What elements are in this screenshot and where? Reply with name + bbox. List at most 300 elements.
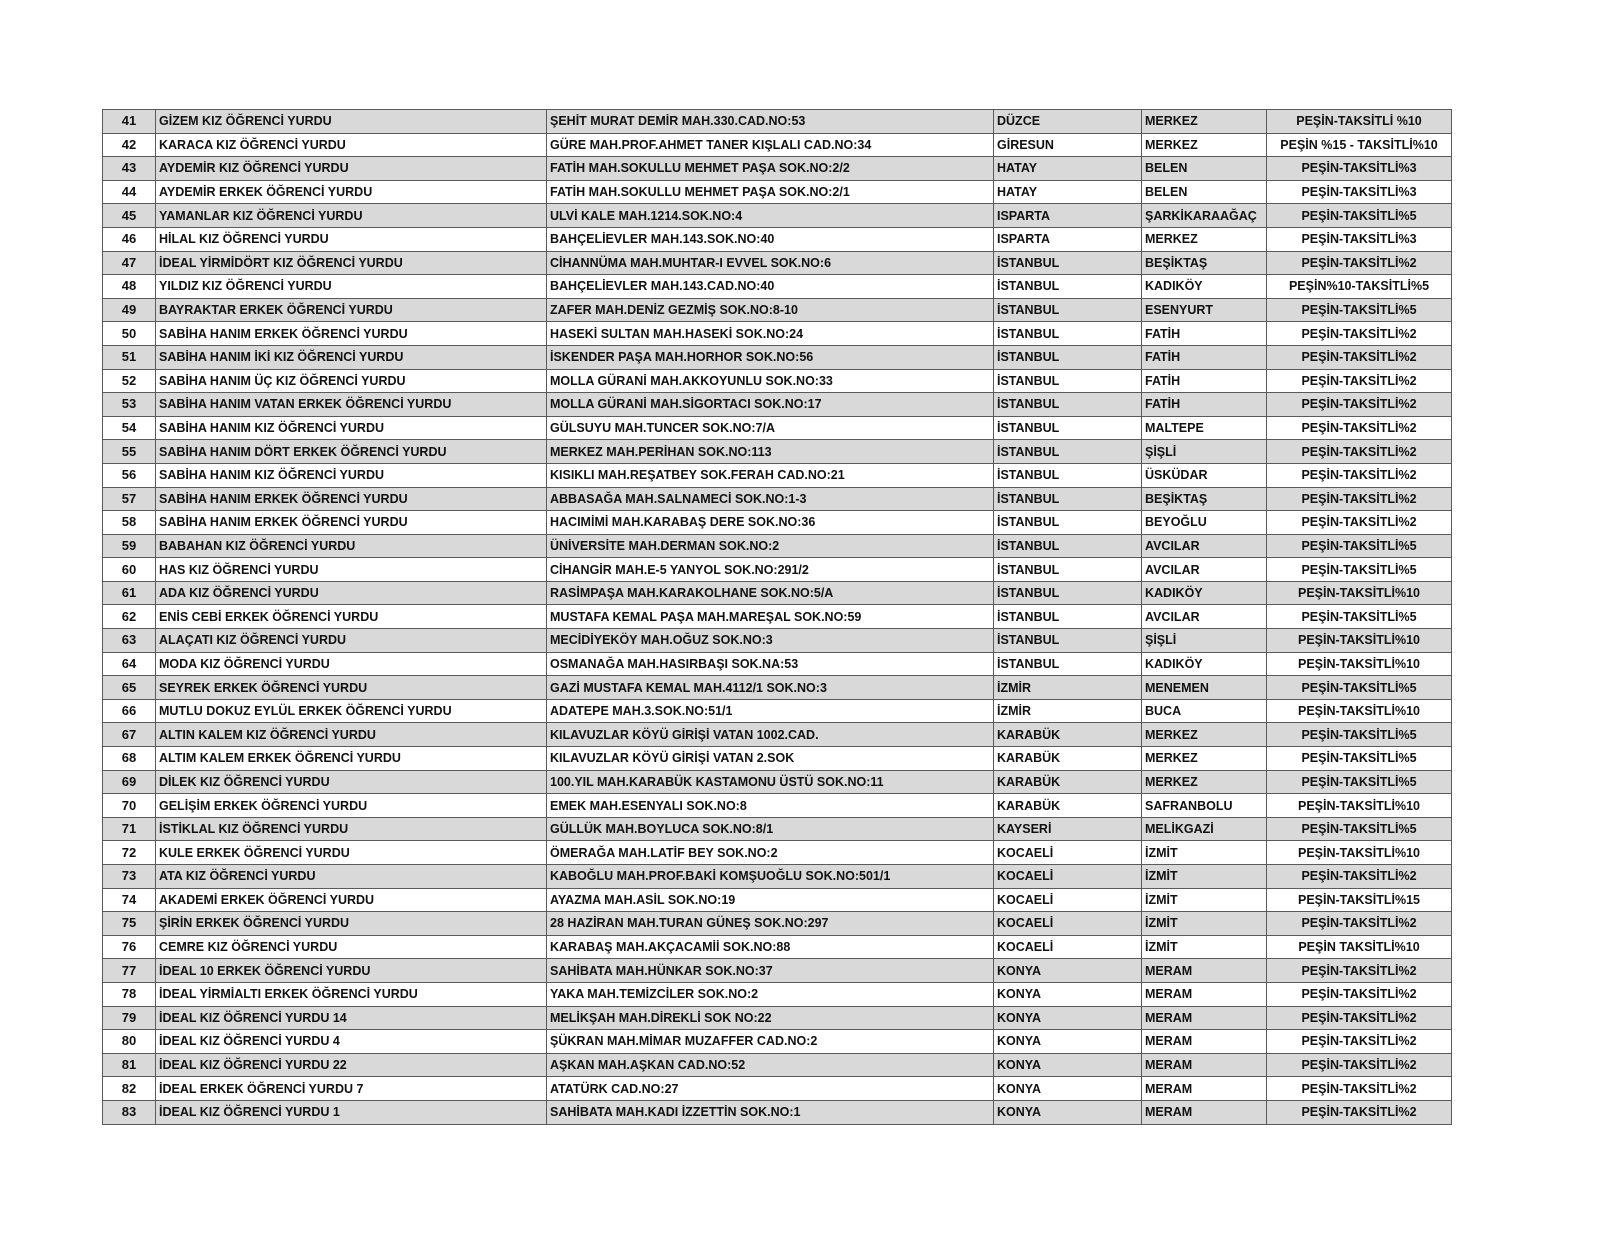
- address-cell: MOLLA GÜRANİ MAH.SİGORTACI SOK.NO:17: [547, 393, 994, 417]
- address-cell: EMEK MAH.ESENYALI SOK.NO:8: [547, 794, 994, 818]
- address-cell: GÜRE MAH.PROF.AHMET TANER KIŞLALI CAD.NO:34: [547, 133, 994, 157]
- address-cell: KISIKLI MAH.REŞATBEY SOK.FERAH CAD.NO:21: [547, 463, 994, 487]
- table-row: [103, 747, 1452, 771]
- city-cell: İZMİR: [994, 699, 1142, 723]
- dormitory-name-cell: YILDIZ KIZ ÖĞRENCİ YURDU: [156, 275, 547, 299]
- city-cell: İSTANBUL: [994, 558, 1142, 582]
- district-cell: KADIKÖY: [1142, 581, 1267, 605]
- dormitory-name-cell: SABİHA HANIM ÜÇ KIZ ÖĞRENCİ YURDU: [156, 369, 547, 393]
- address-cell: ATATÜRK CAD.NO:27: [547, 1077, 994, 1101]
- row-number-cell: 68: [103, 747, 156, 771]
- row-number-cell: 43: [103, 157, 156, 181]
- table-row: [103, 912, 1452, 936]
- address-cell: BAHÇELİEVLER MAH.143.CAD.NO:40: [547, 275, 994, 299]
- table-row: [103, 133, 1452, 157]
- row-number-cell: 60: [103, 558, 156, 582]
- city-cell: ISPARTA: [994, 227, 1142, 251]
- payment-terms-cell: PEŞİN-TAKSİTLİ%5: [1267, 558, 1452, 582]
- city-cell: İSTANBUL: [994, 511, 1142, 535]
- district-cell: KADIKÖY: [1142, 275, 1267, 299]
- table-row: [103, 1006, 1452, 1030]
- dormitory-name-cell: HAS KIZ ÖĞRENCİ YURDU: [156, 558, 547, 582]
- table-row: [103, 204, 1452, 228]
- row-number-cell: 51: [103, 345, 156, 369]
- city-cell: İSTANBUL: [994, 652, 1142, 676]
- payment-terms-cell: PEŞİN%10-TAKSİTLİ%5: [1267, 275, 1452, 299]
- city-cell: İSTANBUL: [994, 251, 1142, 275]
- row-number-cell: 45: [103, 204, 156, 228]
- address-cell: RASİMPAŞA MAH.KARAKOLHANE SOK.NO:5/A: [547, 581, 994, 605]
- row-number-cell: 69: [103, 770, 156, 794]
- address-cell: ŞÜKRAN MAH.MİMAR MUZAFFER CAD.NO:2: [547, 1030, 994, 1054]
- address-cell: ZAFER MAH.DENİZ GEZMİŞ SOK.NO:8-10: [547, 298, 994, 322]
- city-cell: ISPARTA: [994, 204, 1142, 228]
- district-cell: MERAM: [1142, 1030, 1267, 1054]
- dormitory-name-cell: SABİHA HANIM ERKEK ÖĞRENCİ YURDU: [156, 487, 547, 511]
- dormitory-name-cell: İDEAL KIZ ÖĞRENCİ YURDU 22: [156, 1053, 547, 1077]
- address-cell: HASEKİ SULTAN MAH.HASEKİ SOK.NO:24: [547, 322, 994, 346]
- table-row: [103, 723, 1452, 747]
- address-cell: CİHANGİR MAH.E-5 YANYOL SOK.NO:291/2: [547, 558, 994, 582]
- dormitory-name-cell: SABİHA HANIM ERKEK ÖĞRENCİ YURDU: [156, 511, 547, 535]
- district-cell: MALTEPE: [1142, 416, 1267, 440]
- dormitory-name-cell: SABİHA HANIM VATAN ERKEK ÖĞRENCİ YURDU: [156, 393, 547, 417]
- table-row: [103, 157, 1452, 181]
- dormitory-table: [102, 109, 1452, 1125]
- table-row: [103, 345, 1452, 369]
- row-number-cell: 65: [103, 676, 156, 700]
- city-cell: KONYA: [994, 959, 1142, 983]
- district-cell: MERKEZ: [1142, 723, 1267, 747]
- table-row: [103, 1030, 1452, 1054]
- table-row: [103, 558, 1452, 582]
- city-cell: KOCAELİ: [994, 888, 1142, 912]
- payment-terms-cell: PEŞİN-TAKSİTLİ%5: [1267, 817, 1452, 841]
- payment-terms-cell: PEŞİN-TAKSİTLİ%2: [1267, 440, 1452, 464]
- address-cell: SAHİBATA MAH.HÜNKAR SOK.NO:37: [547, 959, 994, 983]
- district-cell: SAFRANBOLU: [1142, 794, 1267, 818]
- row-number-cell: 54: [103, 416, 156, 440]
- table-row: [103, 511, 1452, 535]
- address-cell: KARABAŞ MAH.AKÇACAMİİ SOK.NO:88: [547, 935, 994, 959]
- payment-terms-cell: PEŞİN-TAKSİTLİ%15: [1267, 888, 1452, 912]
- payment-terms-cell: PEŞİN-TAKSİTLİ %10: [1267, 110, 1452, 134]
- payment-terms-cell: PEŞİN-TAKSİTLİ%5: [1267, 298, 1452, 322]
- payment-terms-cell: PEŞİN-TAKSİTLİ%2: [1267, 251, 1452, 275]
- row-number-cell: 50: [103, 322, 156, 346]
- row-number-cell: 59: [103, 534, 156, 558]
- payment-terms-cell: PEŞİN-TAKSİTLİ%5: [1267, 605, 1452, 629]
- dormitory-name-cell: KARACA KIZ ÖĞRENCİ YURDU: [156, 133, 547, 157]
- table-row: [103, 298, 1452, 322]
- payment-terms-cell: PEŞİN-TAKSİTLİ%5: [1267, 676, 1452, 700]
- dormitory-name-cell: GİZEM KIZ ÖĞRENCİ YURDU: [156, 110, 547, 134]
- payment-terms-cell: PEŞİN-TAKSİTLİ%3: [1267, 180, 1452, 204]
- district-cell: ESENYURT: [1142, 298, 1267, 322]
- city-cell: İSTANBUL: [994, 322, 1142, 346]
- dormitory-name-cell: İDEAL KIZ ÖĞRENCİ YURDU 1: [156, 1100, 547, 1124]
- table-row: [103, 180, 1452, 204]
- table-row: [103, 935, 1452, 959]
- address-cell: AYAZMA MAH.ASİL SOK.NO:19: [547, 888, 994, 912]
- city-cell: KOCAELİ: [994, 841, 1142, 865]
- table-row: [103, 369, 1452, 393]
- address-cell: KILAVUZLAR KÖYÜ GİRİŞİ VATAN 2.SOK: [547, 747, 994, 771]
- district-cell: KADIKÖY: [1142, 652, 1267, 676]
- city-cell: HATAY: [994, 180, 1142, 204]
- payment-terms-cell: PEŞİN %15 - TAKSİTLİ%10: [1267, 133, 1452, 157]
- district-cell: ÜSKÜDAR: [1142, 463, 1267, 487]
- dormitory-name-cell: SABİHA HANIM ERKEK ÖĞRENCİ YURDU: [156, 322, 547, 346]
- district-cell: BELEN: [1142, 180, 1267, 204]
- district-cell: BELEN: [1142, 157, 1267, 181]
- district-cell: MERKEZ: [1142, 133, 1267, 157]
- dormitory-name-cell: ENİS CEBİ ERKEK ÖĞRENCİ YURDU: [156, 605, 547, 629]
- dormitory-name-cell: İDEAL KIZ ÖĞRENCİ YURDU 14: [156, 1006, 547, 1030]
- dormitory-name-cell: AYDEMİR KIZ ÖĞRENCİ YURDU: [156, 157, 547, 181]
- city-cell: İSTANBUL: [994, 416, 1142, 440]
- city-cell: İSTANBUL: [994, 629, 1142, 653]
- payment-terms-cell: PEŞİN TAKSİTLİ%10: [1267, 935, 1452, 959]
- district-cell: İZMİT: [1142, 865, 1267, 889]
- table-row: [103, 227, 1452, 251]
- address-cell: BAHÇELİEVLER MAH.143.SOK.NO:40: [547, 227, 994, 251]
- address-cell: MOLLA GÜRANİ MAH.AKKOYUNLU SOK.NO:33: [547, 369, 994, 393]
- district-cell: BEYOĞLU: [1142, 511, 1267, 535]
- city-cell: KONYA: [994, 1077, 1142, 1101]
- row-number-cell: 72: [103, 841, 156, 865]
- dormitory-name-cell: DİLEK KIZ ÖĞRENCİ YURDU: [156, 770, 547, 794]
- city-cell: KOCAELİ: [994, 935, 1142, 959]
- city-cell: GİRESUN: [994, 133, 1142, 157]
- payment-terms-cell: PEŞİN-TAKSİTLİ%2: [1267, 959, 1452, 983]
- dormitory-name-cell: MODA KIZ ÖĞRENCİ YURDU: [156, 652, 547, 676]
- address-cell: KILAVUZLAR KÖYÜ GİRİŞİ VATAN 1002.CAD.: [547, 723, 994, 747]
- dormitory-name-cell: AKADEMİ ERKEK ÖĞRENCİ YURDU: [156, 888, 547, 912]
- payment-terms-cell: PEŞİN-TAKSİTLİ%2: [1267, 345, 1452, 369]
- row-number-cell: 77: [103, 959, 156, 983]
- city-cell: İSTANBUL: [994, 581, 1142, 605]
- table-row: [103, 1077, 1452, 1101]
- row-number-cell: 44: [103, 180, 156, 204]
- table-row: [103, 605, 1452, 629]
- address-cell: MELİKŞAH MAH.DİREKLİ SOK NO:22: [547, 1006, 994, 1030]
- payment-terms-cell: PEŞİN-TAKSİTLİ%2: [1267, 982, 1452, 1006]
- dormitory-name-cell: HİLAL KIZ ÖĞRENCİ YURDU: [156, 227, 547, 251]
- row-number-cell: 76: [103, 935, 156, 959]
- table-row: [103, 888, 1452, 912]
- address-cell: CİHANNÜMA MAH.MUHTAR-I EVVEL SOK.NO:6: [547, 251, 994, 275]
- row-number-cell: 46: [103, 227, 156, 251]
- district-cell: MERAM: [1142, 1077, 1267, 1101]
- district-cell: MERAM: [1142, 982, 1267, 1006]
- dormitory-name-cell: ŞİRİN ERKEK ÖĞRENCİ YURDU: [156, 912, 547, 936]
- address-cell: OSMANAĞA MAH.HASIRBAŞI SOK.NA:53: [547, 652, 994, 676]
- table-row: [103, 652, 1452, 676]
- row-number-cell: 63: [103, 629, 156, 653]
- city-cell: KARABÜK: [994, 723, 1142, 747]
- row-number-cell: 64: [103, 652, 156, 676]
- payment-terms-cell: PEŞİN-TAKSİTLİ%2: [1267, 369, 1452, 393]
- payment-terms-cell: PEŞİN-TAKSİTLİ%2: [1267, 1030, 1452, 1054]
- payment-terms-cell: PEŞİN-TAKSİTLİ%10: [1267, 699, 1452, 723]
- dormitory-name-cell: İDEAL ERKEK ÖĞRENCİ YURDU 7: [156, 1077, 547, 1101]
- row-number-cell: 49: [103, 298, 156, 322]
- payment-terms-cell: PEŞİN-TAKSİTLİ%2: [1267, 1100, 1452, 1124]
- city-cell: DÜZCE: [994, 110, 1142, 134]
- payment-terms-cell: PEŞİN-TAKSİTLİ%2: [1267, 865, 1452, 889]
- table-row: [103, 275, 1452, 299]
- district-cell: MERAM: [1142, 1100, 1267, 1124]
- address-cell: ADATEPE MAH.3.SOK.NO:51/1: [547, 699, 994, 723]
- payment-terms-cell: PEŞİN-TAKSİTLİ%5: [1267, 204, 1452, 228]
- table-row: [103, 794, 1452, 818]
- city-cell: İSTANBUL: [994, 275, 1142, 299]
- city-cell: KONYA: [994, 1100, 1142, 1124]
- row-number-cell: 62: [103, 605, 156, 629]
- dormitory-name-cell: YAMANLAR KIZ ÖĞRENCİ YURDU: [156, 204, 547, 228]
- address-cell: ABBASAĞA MAH.SALNAMECİ SOK.NO:1-3: [547, 487, 994, 511]
- row-number-cell: 42: [103, 133, 156, 157]
- district-cell: AVCILAR: [1142, 558, 1267, 582]
- dormitory-name-cell: İSTİKLAL KIZ ÖĞRENCİ YURDU: [156, 817, 547, 841]
- table-row: [103, 534, 1452, 558]
- district-cell: ŞARKİKARAAĞAÇ: [1142, 204, 1267, 228]
- table-row: [103, 322, 1452, 346]
- city-cell: KOCAELİ: [994, 912, 1142, 936]
- city-cell: İSTANBUL: [994, 534, 1142, 558]
- city-cell: KAYSERİ: [994, 817, 1142, 841]
- row-number-cell: 80: [103, 1030, 156, 1054]
- row-number-cell: 78: [103, 982, 156, 1006]
- address-cell: AŞKAN MAH.AŞKAN CAD.NO:52: [547, 1053, 994, 1077]
- row-number-cell: 79: [103, 1006, 156, 1030]
- city-cell: HATAY: [994, 157, 1142, 181]
- address-cell: MERKEZ MAH.PERİHAN SOK.NO:113: [547, 440, 994, 464]
- city-cell: İSTANBUL: [994, 369, 1142, 393]
- city-cell: KARABÜK: [994, 747, 1142, 771]
- city-cell: İZMİR: [994, 676, 1142, 700]
- district-cell: MERKEZ: [1142, 110, 1267, 134]
- payment-terms-cell: PEŞİN-TAKSİTLİ%3: [1267, 157, 1452, 181]
- address-cell: FATİH MAH.SOKULLU MEHMET PAŞA SOK.NO:2/2: [547, 157, 994, 181]
- district-cell: FATİH: [1142, 345, 1267, 369]
- city-cell: KONYA: [994, 982, 1142, 1006]
- payment-terms-cell: PEŞİN-TAKSİTLİ%5: [1267, 534, 1452, 558]
- city-cell: İSTANBUL: [994, 487, 1142, 511]
- city-cell: İSTANBUL: [994, 298, 1142, 322]
- table-row: [103, 982, 1452, 1006]
- table-body: [103, 110, 1452, 1125]
- district-cell: ŞİŞLİ: [1142, 440, 1267, 464]
- row-number-cell: 53: [103, 393, 156, 417]
- address-cell: YAKA MAH.TEMİZCİLER SOK.NO:2: [547, 982, 994, 1006]
- dormitory-name-cell: İDEAL 10 ERKEK ÖĞRENCİ YURDU: [156, 959, 547, 983]
- dormitory-name-cell: KULE ERKEK ÖĞRENCİ YURDU: [156, 841, 547, 865]
- district-cell: İZMİT: [1142, 841, 1267, 865]
- table-row: [103, 251, 1452, 275]
- dormitory-name-cell: ATA KIZ ÖĞRENCİ YURDU: [156, 865, 547, 889]
- dormitory-name-cell: İDEAL KIZ ÖĞRENCİ YURDU 4: [156, 1030, 547, 1054]
- district-cell: MERKEZ: [1142, 747, 1267, 771]
- row-number-cell: 55: [103, 440, 156, 464]
- payment-terms-cell: PEŞİN-TAKSİTLİ%2: [1267, 1077, 1452, 1101]
- dormitory-name-cell: CEMRE KIZ ÖĞRENCİ YURDU: [156, 935, 547, 959]
- payment-terms-cell: PEŞİN-TAKSİTLİ%2: [1267, 322, 1452, 346]
- row-number-cell: 67: [103, 723, 156, 747]
- table-row: [103, 393, 1452, 417]
- district-cell: İZMİT: [1142, 888, 1267, 912]
- city-cell: KARABÜK: [994, 770, 1142, 794]
- dormitory-name-cell: BABAHAN KIZ ÖĞRENCİ YURDU: [156, 534, 547, 558]
- address-cell: GÜLSUYU MAH.TUNCER SOK.NO:7/A: [547, 416, 994, 440]
- table-row: [103, 865, 1452, 889]
- district-cell: MERAM: [1142, 1006, 1267, 1030]
- dormitory-name-cell: BAYRAKTAR ERKEK ÖĞRENCİ YURDU: [156, 298, 547, 322]
- dormitory-name-cell: SEYREK ERKEK ÖĞRENCİ YURDU: [156, 676, 547, 700]
- table-row: [103, 110, 1452, 134]
- table-row: [103, 440, 1452, 464]
- payment-terms-cell: PEŞİN-TAKSİTLİ%10: [1267, 794, 1452, 818]
- dormitory-name-cell: ALTIN KALEM KIZ ÖĞRENCİ YURDU: [156, 723, 547, 747]
- address-cell: MECİDİYEKÖY MAH.OĞUZ SOK.NO:3: [547, 629, 994, 653]
- city-cell: KONYA: [994, 1053, 1142, 1077]
- table-row: [103, 841, 1452, 865]
- dormitory-name-cell: İDEAL YİRMİDÖRT KIZ ÖĞRENCİ YURDU: [156, 251, 547, 275]
- dormitory-name-cell: ALTIM KALEM ERKEK ÖĞRENCİ YURDU: [156, 747, 547, 771]
- address-cell: İSKENDER PAŞA MAH.HORHOR SOK.NO:56: [547, 345, 994, 369]
- district-cell: MERKEZ: [1142, 770, 1267, 794]
- city-cell: İSTANBUL: [994, 440, 1142, 464]
- city-cell: KARABÜK: [994, 794, 1142, 818]
- row-number-cell: 56: [103, 463, 156, 487]
- row-number-cell: 73: [103, 865, 156, 889]
- address-cell: ŞEHİT MURAT DEMİR MAH.330.CAD.NO:53: [547, 110, 994, 134]
- district-cell: MENEMEN: [1142, 676, 1267, 700]
- district-cell: FATİH: [1142, 369, 1267, 393]
- table-row: [103, 959, 1452, 983]
- dormitory-name-cell: İDEAL YİRMİALTI ERKEK ÖĞRENCİ YURDU: [156, 982, 547, 1006]
- city-cell: KONYA: [994, 1030, 1142, 1054]
- table-row: [103, 817, 1452, 841]
- address-cell: 28 HAZİRAN MAH.TURAN GÜNEŞ SOK.NO:297: [547, 912, 994, 936]
- table-row: [103, 770, 1452, 794]
- address-cell: ÜNİVERSİTE MAH.DERMAN SOK.NO:2: [547, 534, 994, 558]
- dormitory-name-cell: AYDEMİR ERKEK ÖĞRENCİ YURDU: [156, 180, 547, 204]
- payment-terms-cell: PEŞİN-TAKSİTLİ%10: [1267, 581, 1452, 605]
- payment-terms-cell: PEŞİN-TAKSİTLİ%2: [1267, 487, 1452, 511]
- city-cell: İSTANBUL: [994, 393, 1142, 417]
- dormitory-name-cell: ADA KIZ ÖĞRENCİ YURDU: [156, 581, 547, 605]
- row-number-cell: 71: [103, 817, 156, 841]
- payment-terms-cell: PEŞİN-TAKSİTLİ%2: [1267, 416, 1452, 440]
- address-cell: HACIMİMİ MAH.KARABAŞ DERE SOK.NO:36: [547, 511, 994, 535]
- district-cell: FATİH: [1142, 393, 1267, 417]
- district-cell: AVCILAR: [1142, 534, 1267, 558]
- district-cell: İZMİT: [1142, 912, 1267, 936]
- address-cell: ÖMERAĞA MAH.LATİF BEY SOK.NO:2: [547, 841, 994, 865]
- row-number-cell: 81: [103, 1053, 156, 1077]
- row-number-cell: 70: [103, 794, 156, 818]
- payment-terms-cell: PEŞİN-TAKSİTLİ%2: [1267, 463, 1452, 487]
- dormitory-name-cell: SABİHA HANIM KIZ ÖĞRENCİ YURDU: [156, 416, 547, 440]
- row-number-cell: 66: [103, 699, 156, 723]
- row-number-cell: 47: [103, 251, 156, 275]
- row-number-cell: 83: [103, 1100, 156, 1124]
- payment-terms-cell: PEŞİN-TAKSİTLİ%2: [1267, 912, 1452, 936]
- dormitory-name-cell: ALAÇATI KIZ ÖĞRENCİ YURDU: [156, 629, 547, 653]
- city-cell: KOCAELİ: [994, 865, 1142, 889]
- city-cell: İSTANBUL: [994, 605, 1142, 629]
- dormitory-name-cell: SABİHA HANIM KIZ ÖĞRENCİ YURDU: [156, 463, 547, 487]
- payment-terms-cell: PEŞİN-TAKSİTLİ%2: [1267, 393, 1452, 417]
- payment-terms-cell: PEŞİN-TAKSİTLİ%2: [1267, 1006, 1452, 1030]
- payment-terms-cell: PEŞİN-TAKSİTLİ%5: [1267, 747, 1452, 771]
- city-cell: KONYA: [994, 1006, 1142, 1030]
- table-row: [103, 463, 1452, 487]
- dormitory-name-cell: SABİHA HANIM DÖRT ERKEK ÖĞRENCİ YURDU: [156, 440, 547, 464]
- payment-terms-cell: PEŞİN-TAKSİTLİ%5: [1267, 770, 1452, 794]
- payment-terms-cell: PEŞİN-TAKSİTLİ%10: [1267, 841, 1452, 865]
- row-number-cell: 82: [103, 1077, 156, 1101]
- district-cell: AVCILAR: [1142, 605, 1267, 629]
- district-cell: BUCA: [1142, 699, 1267, 723]
- address-cell: ULVİ KALE MAH.1214.SOK.NO:4: [547, 204, 994, 228]
- payment-terms-cell: PEŞİN-TAKSİTLİ%10: [1267, 629, 1452, 653]
- payment-terms-cell: PEŞİN-TAKSİTLİ%3: [1267, 227, 1452, 251]
- address-cell: FATİH MAH.SOKULLU MEHMET PAŞA SOK.NO:2/1: [547, 180, 994, 204]
- address-cell: GÜLLÜK MAH.BOYLUCA SOK.NO:8/1: [547, 817, 994, 841]
- table-row: [103, 629, 1452, 653]
- payment-terms-cell: PEŞİN-TAKSİTLİ%5: [1267, 723, 1452, 747]
- table-row: [103, 1053, 1452, 1077]
- table-row: [103, 1100, 1452, 1124]
- address-cell: KABOĞLU MAH.PROF.BAKİ KOMŞUOĞLU SOK.NO:501/1: [547, 865, 994, 889]
- payment-terms-cell: PEŞİN-TAKSİTLİ%2: [1267, 511, 1452, 535]
- row-number-cell: 58: [103, 511, 156, 535]
- city-cell: İSTANBUL: [994, 463, 1142, 487]
- row-number-cell: 52: [103, 369, 156, 393]
- district-cell: MELİKGAZİ: [1142, 817, 1267, 841]
- district-cell: MERAM: [1142, 1053, 1267, 1077]
- payment-terms-cell: PEŞİN-TAKSİTLİ%10: [1267, 652, 1452, 676]
- row-number-cell: 48: [103, 275, 156, 299]
- dormitory-name-cell: GELİŞİM ERKEK ÖĞRENCİ YURDU: [156, 794, 547, 818]
- district-cell: ŞİŞLİ: [1142, 629, 1267, 653]
- city-cell: İSTANBUL: [994, 345, 1142, 369]
- district-cell: İZMİT: [1142, 935, 1267, 959]
- district-cell: BEŞİKTAŞ: [1142, 487, 1267, 511]
- table-row: [103, 416, 1452, 440]
- district-cell: MERAM: [1142, 959, 1267, 983]
- dormitory-name-cell: SABİHA HANIM İKİ KIZ ÖĞRENCİ YURDU: [156, 345, 547, 369]
- payment-terms-cell: PEŞİN-TAKSİTLİ%2: [1267, 1053, 1452, 1077]
- address-cell: SAHİBATA MAH.KADI İZZETTİN SOK.NO:1: [547, 1100, 994, 1124]
- address-cell: 100.YIL MAH.KARABÜK KASTAMONU ÜSTÜ SOK.NO:11: [547, 770, 994, 794]
- district-cell: FATİH: [1142, 322, 1267, 346]
- table-row: [103, 699, 1452, 723]
- address-cell: MUSTAFA KEMAL PAŞA MAH.MAREŞAL SOK.NO:59: [547, 605, 994, 629]
- table-row: [103, 581, 1452, 605]
- district-cell: BEŞİKTAŞ: [1142, 251, 1267, 275]
- dormitory-name-cell: MUTLU DOKUZ EYLÜL ERKEK ÖĞRENCİ YURDU: [156, 699, 547, 723]
- row-number-cell: 75: [103, 912, 156, 936]
- row-number-cell: 57: [103, 487, 156, 511]
- row-number-cell: 41: [103, 110, 156, 134]
- row-number-cell: 74: [103, 888, 156, 912]
- row-number-cell: 61: [103, 581, 156, 605]
- district-cell: MERKEZ: [1142, 227, 1267, 251]
